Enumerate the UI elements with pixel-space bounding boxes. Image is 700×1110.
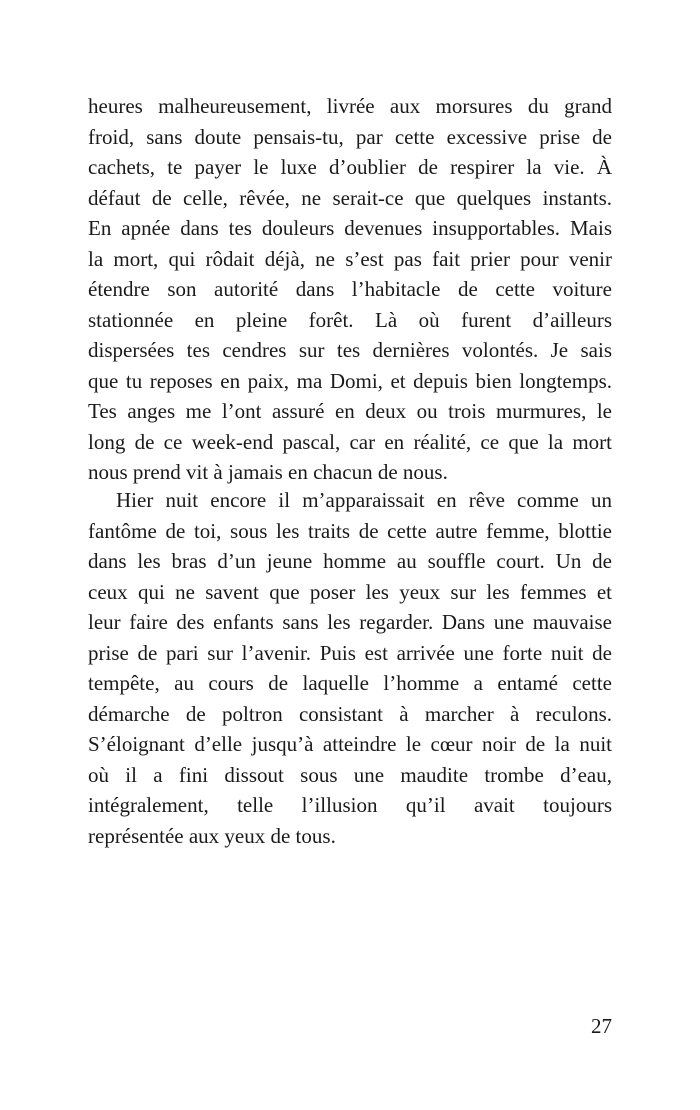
text-line: défaut de celle, rêvée, ne serait-ce que quelques instants. [88,185,612,210]
page-number: 27 [591,1014,612,1038]
text-line: long de ce week-end pascal, car en réalité, ce que la mort [88,429,612,454]
text-line: cachets, te payer le luxe d’oublier de respirer la vie. À [88,155,612,179]
text-line: stationnée en pleine forêt. Là où furent d’ailleurs [88,307,612,332]
text-line: nous prend vit à jamais en chacun de nous. [88,460,448,484]
text-line: dans les bras d’un jeune homme au souffle court. Un de [88,549,612,573]
text-line: représentée aux yeux de tous. [88,823,336,848]
text-line: heures malheureusement, livrée aux morsures du grand [88,94,612,118]
text-line: tempête, au cours de laquelle l’homme a entamé cette [88,671,612,695]
text-line: ceux qui ne savent que poser les yeux sur les femmes et [88,579,612,604]
text-line: que tu reposes en paix, ma Domi, et depuis bien longtemps. [88,368,612,393]
text-line: Hier nuit encore il m’apparaissait en rêve comme un [116,488,612,512]
text-line: étendre son autorité dans l’habitacle de cette voiture [88,277,612,301]
text-line: fantôme de toi, sous les traits de cette autre femme, blottie [88,518,612,543]
text-line: leur faire des enfants sans les regarder. Dans une mauvaise [88,610,612,634]
text-line: où il a fini dissout sous une maudite trombe d’eau, [88,762,612,787]
text-line: démarche de poltron consistant à marcher à reculons. [88,701,612,726]
paragraph-2 [88,485,612,851]
paragraph-1 [88,91,612,488]
text-line: dispersées tes cendres sur tes dernières volontés. Je sais [88,338,612,362]
text-line: Tes anges me l’ont assuré en deux ou trois murmures, le [88,399,612,423]
text-line: la mort, qui rôdait déjà, ne s’est pas fait prier pour venir [88,246,612,271]
text-line: En apnée dans tes douleurs devenues insupportables. Mais [88,216,612,240]
text-line: intégralement, telle l’illusion qu’il avait toujours [88,793,612,817]
text-line: froid, sans doute pensais-tu, par cette excessive prise de [88,124,612,149]
text-line: prise de pari sur l’avenir. Puis est arrivée une forte nuit de [88,640,612,665]
text-line: S’éloignant d’elle jusqu’à atteindre le cœur noir de la nuit [88,732,612,756]
